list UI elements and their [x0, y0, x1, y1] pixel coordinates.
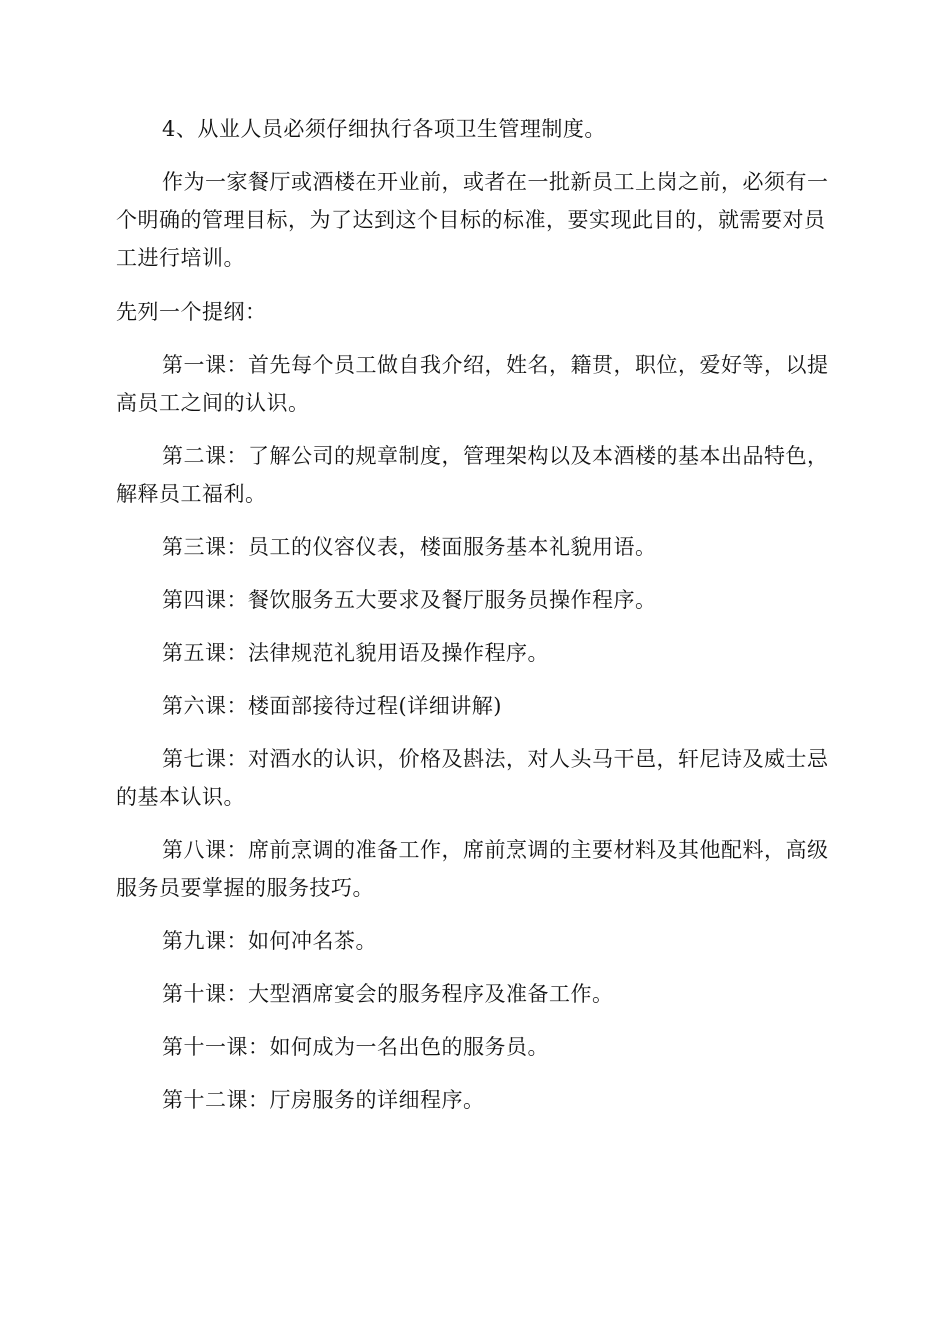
lesson-2: 第二课：了解公司的规章制度，管理架构以及本酒楼的基本出品特色，解释员工福利。 [116, 444, 829, 506]
lesson-4: 第四课：餐饮服务五大要求及餐厅服务员操作程序。 [162, 588, 657, 612]
lesson-1: 第一课：首先每个员工做自我介绍，姓名，籍贯，职位，爱好等，以提高员工之间的认识。 [116, 353, 829, 415]
lesson-12: 第十二课：厅房服务的详细程序。 [162, 1088, 485, 1112]
lesson-8: 第八课：席前烹调的准备工作，席前烹调的主要材料及其他配料，高级服务员要掌握的服务技巧。 [116, 838, 829, 900]
outline-heading: 先列一个提纲： [116, 300, 267, 324]
lesson-6: 第六课：楼面部接待过程(详细讲解) [162, 694, 502, 718]
lesson-10: 第十课：大型酒席宴会的服务程序及准备工作。 [162, 982, 614, 1006]
lesson-5: 第五课：法律规范礼貌用语及操作程序。 [162, 641, 549, 665]
lesson-11: 第十一课：如何成为一名出色的服务员。 [162, 1035, 549, 1059]
lesson-9: 第九课：如何冲名茶。 [162, 929, 377, 953]
hygiene-rule-paragraph: 4、从业人员必须仔细执行各项卫生管理制度。 [162, 117, 606, 141]
lesson-3: 第三课：员工的仪容仪表，楼面服务基本礼貌用语。 [162, 535, 657, 559]
lesson-7: 第七课：对酒水的认识，价格及斟法，对人头马干邑，轩尼诗及威士忌的基本认识。 [116, 747, 829, 809]
training-intro-paragraph: 作为一家餐厅或酒楼在开业前，或者在一批新员工上岗之前，必须有一个明确的管理目标，为了达到这个目标的标准，要实现此目的，就需要对员工进行培训。 [116, 170, 829, 270]
document-body [116, 110, 832, 1119]
